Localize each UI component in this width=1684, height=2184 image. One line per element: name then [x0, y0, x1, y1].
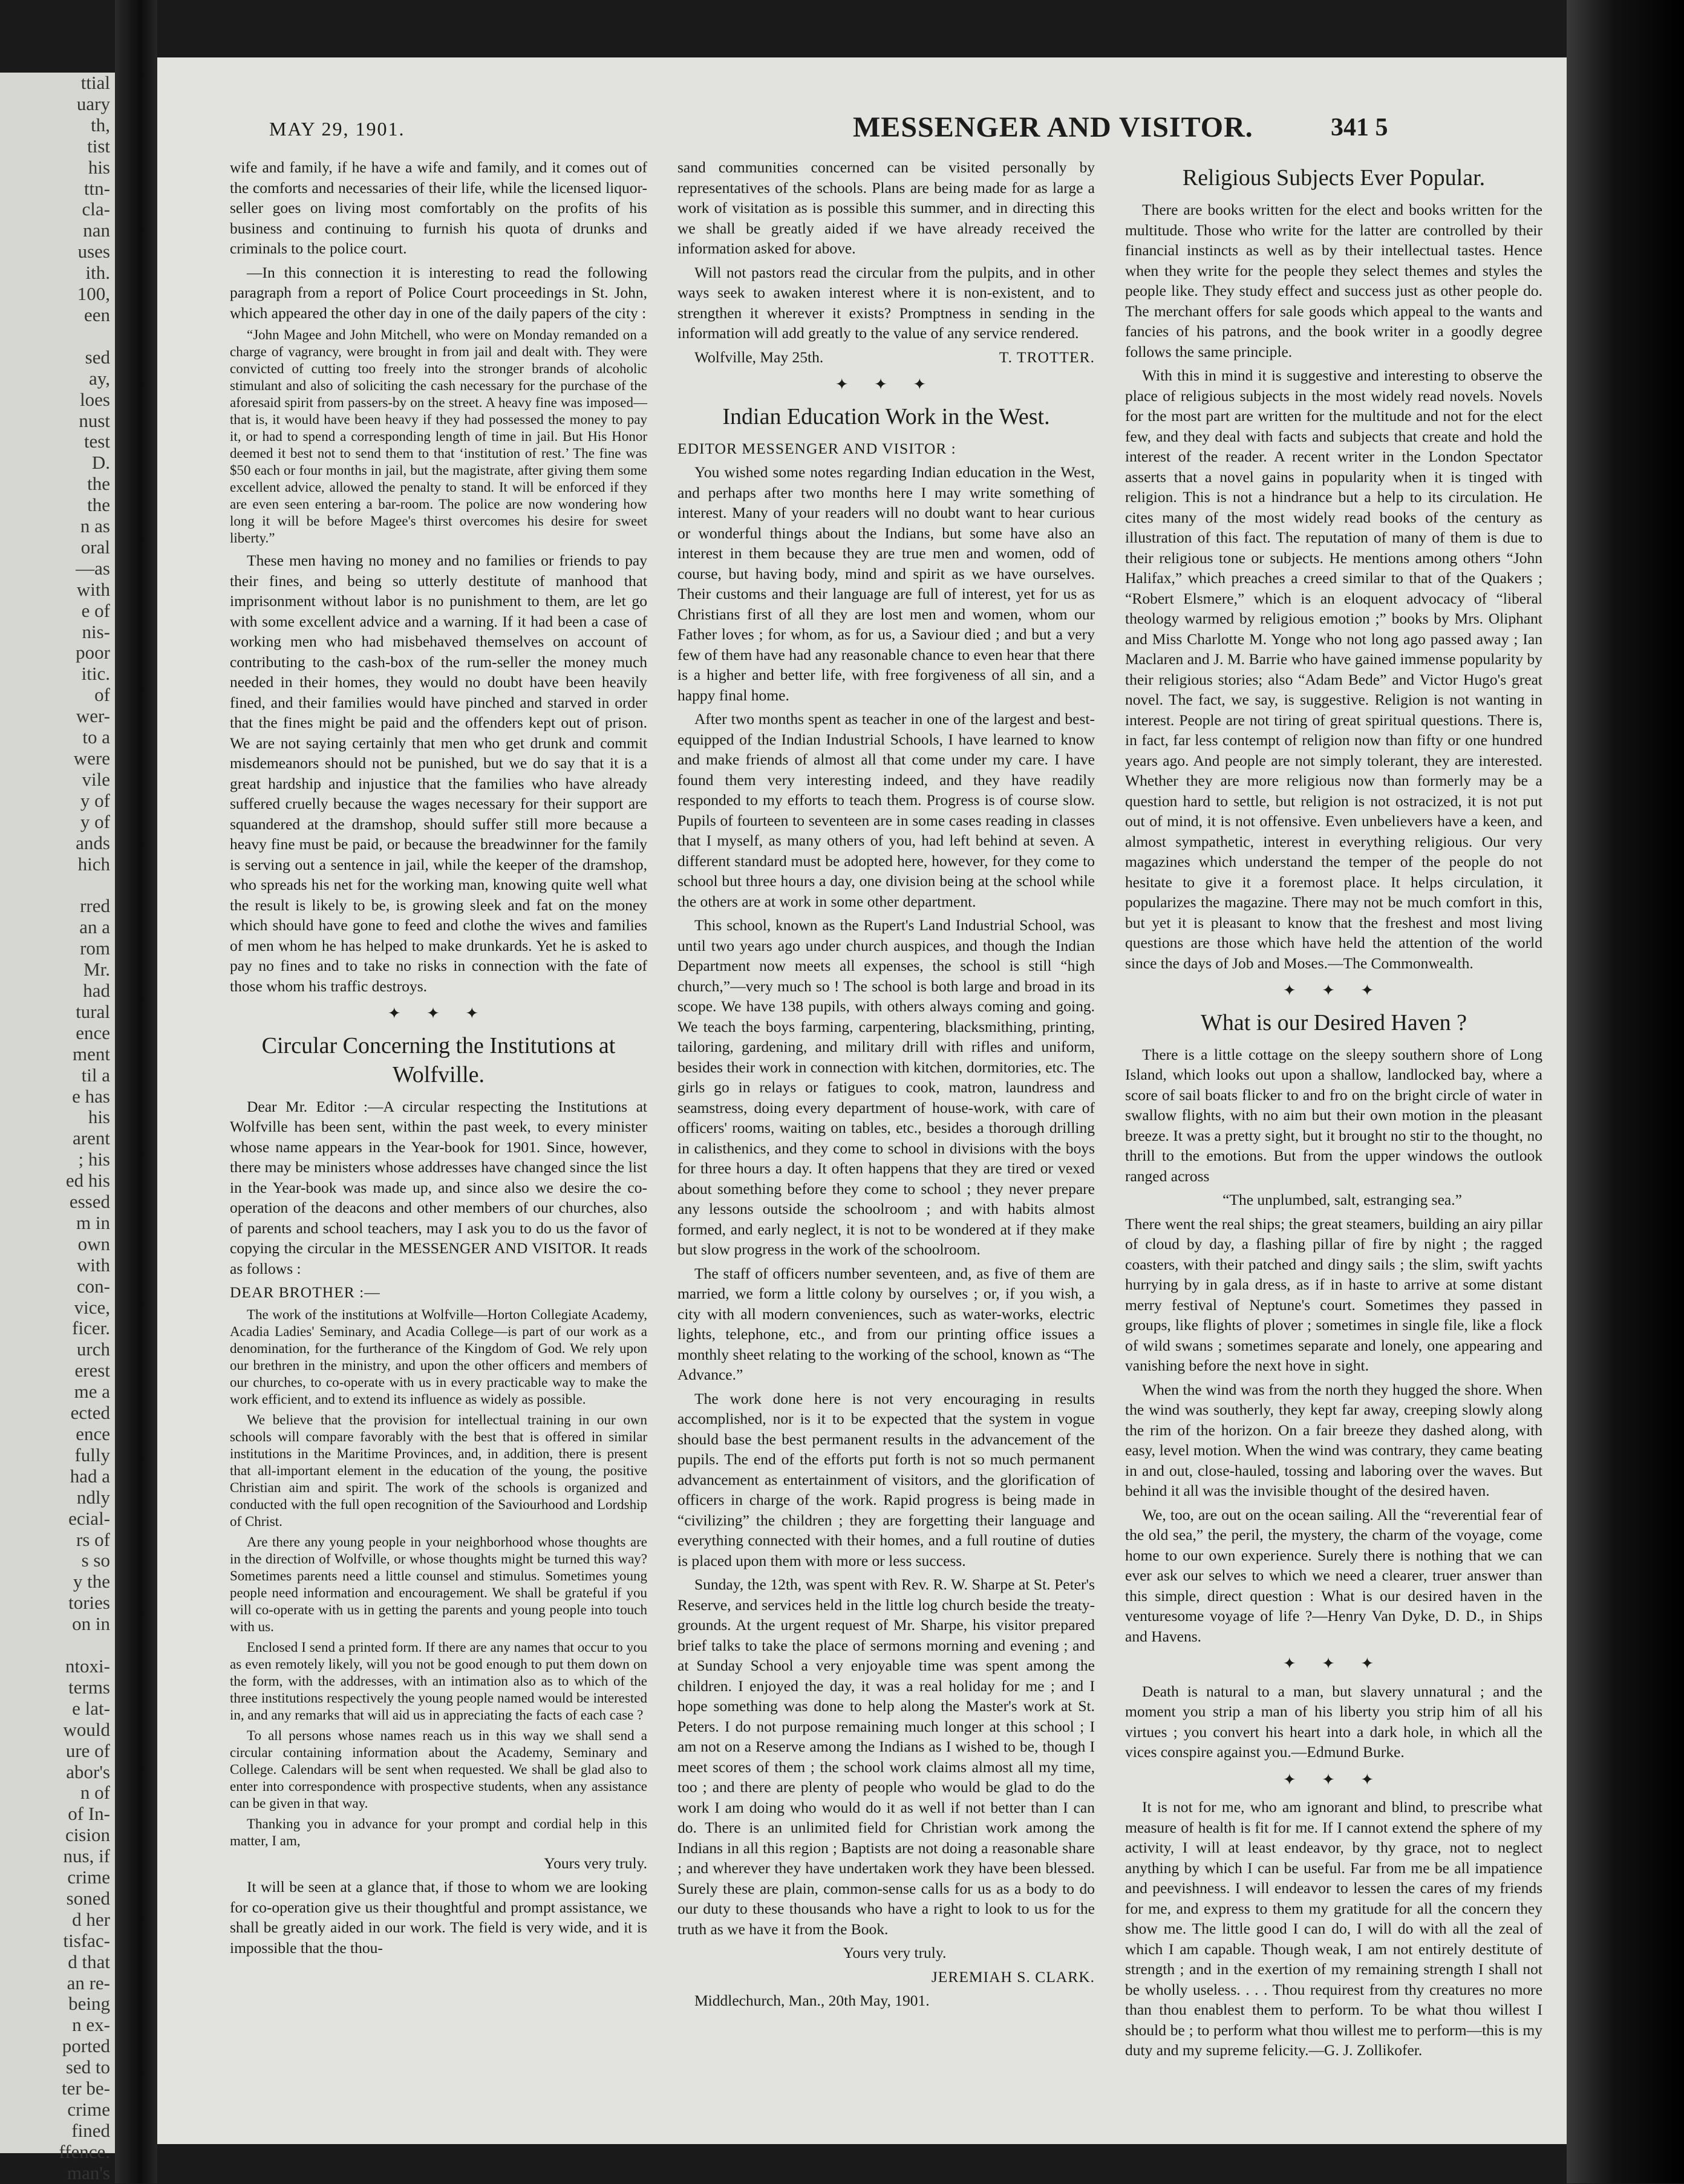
previous-page-fragment: with	[76, 1254, 110, 1276]
previous-page-fragment: ence	[76, 1423, 110, 1444]
circular-paragraph: Enclosed I send a printed form. If there are any names that occur to you as even remotely likely, will you not be good enough to put them down on the form, with the addresses, with an intimation also as to which of the three institutions respectively the young people named would be interested in, and any remarks that will aid us in appreciating the facts of each case ?	[230, 1639, 647, 1723]
previous-page-fragment: poor	[76, 642, 110, 663]
previous-page-fragment: wer-	[76, 705, 110, 727]
previous-page-fragment: ter be-	[61, 2078, 110, 2099]
previous-page-fragment: being	[68, 1993, 110, 2015]
column-2	[677, 157, 1095, 2015]
previous-page-fragment: tist	[87, 135, 110, 157]
previous-page-fragment: nis-	[82, 621, 110, 642]
previous-page-fragment: —as	[76, 557, 110, 579]
previous-page-fragment: n as	[80, 515, 110, 537]
book-gutter	[115, 0, 157, 2183]
previous-page-fragment: loes	[80, 388, 110, 410]
previous-page-fragment: me a	[74, 1381, 110, 1403]
previous-page-fragment: arent	[73, 1127, 110, 1149]
previous-page-fragment: ttn-	[83, 177, 110, 199]
article-heading: What is our Desired Haven ?	[1200, 1009, 1467, 1035]
previous-page-fragment: ndly	[76, 1486, 110, 1508]
paragraph: Will not pastors read the circular from the pulpits, and in other ways seek to awaken interest where it is non-existent, and to strengthen it wherever it exists? Promptness in sending in the information will add greatly to the value of any service rendered.	[677, 263, 1095, 342]
masthead-title: MESSENGER AND VISITOR.	[853, 111, 1253, 143]
circular-paragraph: Thanking you in advance for your prompt and cordial help in this matter, I am,	[230, 1816, 647, 1848]
previous-page-fragment: sed	[85, 346, 110, 368]
paragraph: It is not for me, who am ignorant and blind, to prescribe what measure of health is fit for me. If I cannot extend the sphere of my activity, I will at least endeavor, by thy grace, not to neglect anything by which I can be useful. Far from me be all impatience and peevishness. I will endeavor to lessen the cares of my friends for me, and express to them my gratitude for all the concern they show me. The little good I can do, I will do with all the zeal of which I am capable. Though weak, I am not entirely destitute of strength ; and in the exertion of my remaining strength I shall not be wholly useless. . . . Thou requirest from thy creatures no more than thou enablest them to perform. To be what thou willest I should be ; to perform what thou willest me to perform—this is my duty and my supreme felicity.—G. J. Zollikofer.	[1125, 1798, 1542, 2059]
previous-page-fragment: an re-	[67, 1972, 110, 1993]
previous-page-fragment	[0, 875, 115, 896]
column-3	[1125, 157, 1542, 2064]
previous-page-fragment: tisfac-	[63, 1929, 110, 1951]
paragraph: —In this connection it is interesting to read the following paragraph from a report of Police Court proceedings in St. John, which appeared the other day in one of the daily papers of the city :	[230, 263, 647, 322]
circular-paragraph: Are there any young people in your neighborhood whose thoughts are in the direction of Wolfville, or whose thoughts might be turned this way? Sometimes parents need a little counsel and stimulus. Sometimes young people need information and encouragement. We shall be grateful if you will co-operate with us in getting the parents and young people into touch with us.	[230, 1534, 647, 1634]
previous-page-fragment: e lat-	[72, 1697, 110, 1719]
previous-page-fragment: nust	[79, 409, 110, 431]
previous-page-fragment: ure of	[65, 1739, 110, 1761]
previous-page-fragment: crime	[67, 2099, 110, 2120]
salutation: DEAR BROTHER :—	[230, 1283, 380, 1301]
previous-page-fragment: terms	[68, 1676, 110, 1698]
previous-page-fragment: test	[83, 431, 110, 452]
previous-page-fragment: the	[87, 494, 110, 516]
paragraph: When the wind was from the north they hugged the shore. When the wind was southerly, they kept far away, creeping slowly along the rim of the horizon. On a fair breeze they dashed along, with easy, level motion. When the wind was contrary, they came beating in and out, close-hauled, tossing and laboring over the waves. But behind it all was the invisible thought of the desired haven.	[1125, 1380, 1542, 1499]
previous-page-fragment: the	[87, 473, 110, 495]
previous-page-fragment: of In-	[68, 1803, 110, 1825]
previous-page-fragment: ay,	[89, 367, 110, 389]
previous-page-fragment: rs of	[76, 1528, 110, 1550]
previous-page-fragment: cision	[65, 1824, 110, 1846]
previous-page-fragment: m in	[76, 1211, 110, 1233]
author-signature: JEREMIAH S. CLARK.	[931, 1967, 1095, 1986]
section-ornament: ✦ ✦ ✦	[835, 376, 938, 393]
previous-page-fragment	[0, 326, 115, 347]
previous-page-fragment: th,	[91, 114, 110, 135]
previous-page-fragment: soned	[66, 1887, 110, 1909]
previous-page-fragment: rom	[80, 937, 110, 959]
previous-page-fragment: had	[83, 979, 110, 1001]
previous-page-fragment: con-	[76, 1275, 110, 1297]
previous-page-fragment: ficer.	[72, 1317, 110, 1339]
previous-page-fragment: een	[83, 304, 110, 325]
paragraph: wife and family, if he have a wife and family, and it comes out of the comforts and necessaries of their life, while the licensed liquor-seller goes on living most comfortably on the profits of his business and continuing to furnish his quota of drunks and criminals to the police court.	[230, 158, 647, 257]
article-heading: Circular Concerning the Institutions at Wolfville.	[261, 1032, 616, 1087]
previous-page-fragment: sed to	[65, 2056, 110, 2078]
previous-page-fragment: had a	[70, 1465, 110, 1487]
paragraph: This school, known as the Rupert's Land Industrial School, was until two years ago under church auspices, and though the Indian Department now meets all expenses, the school is still “high church,”—very much so ! The school is both large and broad in its scope. We have 138 pupils, with others always coming and going. We teach the boys farming, carpentering, blacksmithing, printing, tailoring, gardening, and military drill with rifles and uniform, besides their work in connection with kitchen, dormitories, etc. The girls go in relays or fatigues to cook, matron, laundress and seamstress, doing every department of house-work, with care of officers' rooms, waiting on tables, etc., besides a thorough drilling in calisthenics, and they come to school in divisions with the boys for three hours a day. It often happens that they are tired or vexed about something before they come to school ; they never prepare any lessons outside the schoolroom ; and with habits almost formed, and early neglect, it is not to be wondered at if they make but slow progress in the work of the schoolroom.	[677, 916, 1095, 1258]
previous-page-fragment: cla-	[82, 198, 110, 220]
article-heading: Religious Subjects Ever Popular.	[1182, 165, 1486, 191]
previous-page-fragment: s so	[81, 1550, 110, 1571]
previous-page-fragment: fined	[71, 2119, 110, 2141]
previous-page-fragment: e of	[81, 599, 110, 621]
closing: Yours very truly.	[843, 1944, 947, 1961]
previous-page-margin	[0, 72, 115, 2183]
previous-page-fragment: his	[88, 156, 110, 178]
paragraph: There went the real ships; the great steamers, building an airy pillar of cloud by day, a flashing pillar of fire by night ; the ragged coasters, with their patched and dingy sails ; the slim, swift yachts hurrying by in gala dress, as if in haste to arrive at some distant merry festival of Neptune's court. Sometimes they passed in groups, like flights of plover ; sometimes in single file, like a flock of wild swans ; sometimes separate and lonely, one appearing and vanishing before the next hove in sight.	[1125, 1214, 1542, 1374]
previous-page-fragment: ence	[76, 1022, 110, 1043]
previous-page-fragment: y of	[80, 810, 110, 832]
previous-page-fragment: y of	[80, 789, 110, 811]
previous-page-fragment: oral	[80, 536, 110, 558]
paragraph: Sunday, the 12th, was spent with Rev. R. W. Sharpe at St. Peter's Reserve, and services held in the little log church beside the treaty-grounds. At the urgent request of Mr. Sharpe, his visitor prepared brief talks to take the place of sermons morning and evening ; and at Sunday School a very enjoyable time was spent among the children. I enjoyed the day, it was a real holiday for me ; and I hope something was done to help along the Master's work at St. Peters. I do not purpose remaining much longer at this school ; I am not on a Reserve among the Indians as I wished to be, though I meet scores of them ; the school work claims almost all my time, too ; and there are plenty of people who would be glad to do the work I am doing who would do it as well if not better than I can do. There is an unlimited field for Christian work among the Indians in all this region ; Baptists are not doing a reasonable share ; and wherever they have undertaken work they have been blessed. Surely these are plain, common-sense calls for us as a body to do our duty to these thousands who have a right to look to us for the truth as we have it from the Book.	[677, 1576, 1095, 1938]
previous-page-fragment: uary	[76, 93, 110, 114]
previous-page-fragment: itic.	[81, 663, 110, 685]
previous-page-fragment: crime	[67, 1866, 110, 1888]
paragraph: After two months spent as teacher in one of the largest and best-equipped of the Indian Industrial Schools, I have learned to know and make friends of almost all that come under my care. I have found them very interesting indeed, and they have readily responded to my efforts to teach them. Progress is of course slow. Pupils of fourteen to seventeen are in some cases reading in classes that I myself, as many others of you, had left behind at seven. A different standard must be adopted here, however, for they come to school but three hours a day, one division being at the school while the others are at work in some other department.	[677, 710, 1095, 910]
paragraph: The work done here is not very encouraging in results accomplished, nor is it to be expected that the system in vogue should base the best permanent results in the advancement of the pupils. The end of the efforts put forth is not so much permanent advancement as entertainment of visitors, and the glorification of officers in charge of the work. Rapid progress is being made in “civilizing” the children ; they are forgetting their language and everything connected with their homes, and a full routine of duties is placed upon them with more or less success.	[677, 1389, 1095, 1570]
previous-page-fragment: were	[73, 748, 110, 769]
previous-page-fragment: ed his	[65, 1170, 110, 1191]
paragraph: We, too, are out on the ocean sailing. All the “reverential fear of the old sea,” the peril, the mystery, the charm of the voyage, come home to our own experience. Surely there is nothing that we can ever ask our selves to which we need a clearer, truer answer than this simple, direct question : What is our desired haven in the venturesome voyage of life ?—Henry Van Dyke, D. D., in Ships and Havens.	[1125, 1505, 1542, 1645]
dark-scan-border	[1567, 0, 1684, 2183]
section-ornament: ✦ ✦ ✦	[1282, 982, 1385, 999]
previous-page-fragment: essed	[69, 1191, 110, 1213]
verse-quote: “The unplumbed, salt, estranging sea.”	[1222, 1191, 1462, 1208]
previous-page-fragment: tural	[76, 1000, 110, 1022]
previous-page-fragment: vile	[82, 768, 110, 790]
previous-page-fragment: D.	[91, 452, 110, 474]
section-ornament: ✦ ✦ ✦	[1282, 1770, 1385, 1788]
circular-paragraph: We believe that the provision for intellectual training in our own schools will compare favorably with the best that is offered in similar institutions in the Maritime Provinces, and, in addition, there is present that all-important element in the education of the young, the positive Christian aim and spirit. The work of the schools is organized and conducted with the full open recognition of the Saviourhood and Lordship of Christ.	[230, 1412, 647, 1529]
previous-page-fragment: ntoxi-	[65, 1655, 110, 1677]
previous-page-fragment: ecial-	[68, 1507, 110, 1529]
issue-date: MAY 29, 1901.	[269, 118, 405, 140]
previous-page-fragment: y the	[73, 1571, 110, 1592]
previous-page-fragment: til a	[81, 1064, 110, 1086]
page-number: 341 5	[1331, 114, 1388, 142]
editor-salutation: EDITOR MESSENGER AND VISITOR :	[677, 439, 956, 457]
previous-page-fragment: ected	[70, 1402, 110, 1424]
paragraph: Dear Mr. Editor :—A circular respecting the Institutions at Wolfville has been sent, within the past week, to every minister whose name appears in the Year-book for 1901. Since, however, there may be ministers whose addresses have changed since the list in the Year-book was made up, and since also we desire the co-operation of the deacons and other members of our churches, also of parents and school teachers, may I ask you to do us the favor of copying the circular in the MESSENGER AND VISITOR. It reads as follows :	[230, 1097, 647, 1277]
paragraph: There are books written for the elect and books written for the multitude. Those who write for the latter are controlled by their financial instincts as well as by their intellectual tastes. Hence when they write for the people they select themes and styles the people like. They study effect and success just as other people do. The merchant offers for sale goods which appeal to the wants and fancies of his patrons, and the book writer in a goodly degree follows the same principle.	[1125, 201, 1542, 360]
newspaper-page	[157, 57, 1567, 2144]
author-signature: T. TROTTER.	[999, 348, 1095, 366]
previous-page-fragment	[0, 1635, 115, 1656]
previous-page-fragment: 100,	[77, 283, 110, 305]
previous-page-fragment: own	[77, 1233, 110, 1254]
section-ornament: ✦ ✦ ✦	[387, 1005, 490, 1022]
article-heading: Indian Education Work in the West.	[722, 403, 1050, 429]
previous-page-fragment: tories	[68, 1592, 110, 1614]
previous-page-fragment: of	[94, 684, 110, 706]
dateline	[677, 347, 1095, 368]
previous-page-fragment: an a	[79, 916, 110, 938]
previous-page-fragment: ands	[76, 832, 110, 853]
previous-page-fragment: ttial	[80, 72, 110, 93]
previous-page-fragment: d her	[72, 1908, 110, 1930]
circular-paragraph: To all persons whose names reach us in this way we shall send a circular containing information about the Academy, Seminary and College. Calendars will be sent when requested. We shall be glad also to enter into correspondence with prospective students, when any assistance can be given in that way.	[230, 1727, 647, 1811]
dateline-text: Wolfville, May 25th.	[694, 348, 824, 366]
paragraph: These men having no money and no families or friends to pay their fines, and being so utterly destitute of manhood that imprisonment without labor is no punishment to them, are let go with some excellent advice and a warning. If it had been a case of working men who had misbehaved themselves on account of contributing to the cash-box of the rum-seller the money much needed in their homes, they would no doubt have been heavily fined, and their families would have pinched and starved in order that the fines might be paid and the offenders kept out of prison. We are not saying certainly that men who get drunk and commit misdemeanors should not be punished, but we do say that it is a great hardship and injustice that the families who have already suffered cruelly because the wages necessary for their support are squandered at the dramshop, should suffer still more because a heavy fine must be paid, or because the breadwinner for the family is serving out a sentence in jail, while the keeper of the dramshop, who spreads his net for the working man, knowing quite well what the result is likely to be, is growing sleek and fat on the money which should have gone to feed and clothe the wives and families of men whom he has helped to make drunkards. Yet he is asked to pay no fines and to take no risks in connection with the fate of those whom his traffic destroys.	[230, 552, 647, 995]
paragraph: With this in mind it is suggestive and interesting to observe the place of religious subjects in the most widely read novels. Novels for the most part are written for the multitude and not for the elect few, and they deal with facts and subjects that create and hold the interest of the reader. A recent writer in the London Spectator asserts that a novel gains in popularity when it is tinged with religion. This is not a hindrance but a help to its circulation. He cites many of the most widely read books of the century as illustration of this fact. The reputation of many of them is due to their religious tone or subjects. He mentions among others “John Halifax,” which preaches a creed similar to that of the Quakers ; “Robert Elsmere,” which is an eloquent advocacy of “liberal theology warmed by religious emotion ;” books by Mrs. Oliphant and Miss Charlotte M. Yonge who not long ago passed away ; Ian Maclaren and J. M. Barrie who have gained immense popularity by their religious stories; also “Adam Bede” and Victor Hugo's great novel. The fact, we say, is suggestive. Religion is not wanting in interest. People are not tiring of great spiritual questions. There is, in fact, far less contempt of religion now than fifty or one hundred years ago. And people are not simply tolerant, they are interested. Whether they are more religious now than formerly may be a question hard to settle, but religion is not ostracized, it is not put out of mind, it is not offensive. Even unbelievers have a keen, and almost sympathetic, interest in everything religious. Our very magazines which understand the temper of the people do not hesitate to give it a foremost place. It helps circulation, it popularizes the magazine. There may not be much comfort in this, but yet it is pleasant to know that the freshest and most living questions are those which have held the attention of the world since the days of Job and Moses.—The Commonwealth.	[1125, 367, 1542, 972]
previous-page-fragment: rred	[80, 895, 110, 917]
paragraph: Death is natural to a man, but slavery unnatural ; and the moment you strip a man of his liberty you strip him of all his virtues ; you convert his heart into a dark hole, in which all the vices conspire against you.—Edmund Burke.	[1125, 1682, 1542, 1761]
quoted-report: “John Magee and John Mitchell, who were on Monday remanded on a charge of vagrancy, were brought in from jail and dealt with. They were convicted of cutting too freely into the stronger brands of alcoholic stimulant and also of soliciting the cash necessary for the purchase of the aforesaid spirit from passers-by on the street. A heavy fine was imposed—that is, it would have been heavy if they had possessed the money to pay it, or had to spend a corresponding length of time in jail. But His Honor deemed it best not to send them to that ‘institution of rest.’ The fine was $50 each or four months in jail, but the magistrate, after giving them some excellent advice, allowed the penalty to stand. It will be enforced if they are even seen entering a bar-room. The police are now wondering how long it will be before Magee's thirst overcomes his desire for sweet liberty.”	[230, 327, 647, 546]
previous-page-fragment: hich	[77, 853, 110, 875]
previous-page-fragment: e has	[72, 1085, 110, 1107]
previous-page-fragment: ported	[62, 2035, 110, 2057]
previous-page-fragment: man's	[67, 2162, 110, 2183]
paragraph: There is a little cottage on the sleepy southern shore of Long Island, which looks out upon a shallow, landlocked bay, where a score of sail boats flicker to and fro on the bright circle of water in swallow flights, with no aim but their own motion in the pleasant breeze. It was a pretty sight, but it brought no stir to the thought, no thrill to the emotions. But from the upper windows the outlook ranged across	[1125, 1045, 1542, 1185]
previous-page-fragment: would	[63, 1718, 110, 1740]
previous-page-fragment: his	[88, 1106, 110, 1128]
previous-page-fragment: ; his	[78, 1149, 110, 1170]
section-ornament: ✦ ✦ ✦	[1282, 1655, 1385, 1672]
paragraph: sand communities concerned can be visited personally by representatives of the schools. Plans are being made for as large a work of visitation as is possible this summer, and in directing this we shall be greatly aided if we have already received the information asked for above.	[677, 158, 1095, 257]
previous-page-fragment: fully	[74, 1444, 110, 1465]
dateline: Middlechurch, Man., 20th May, 1901.	[694, 1992, 930, 2009]
column-1	[230, 157, 647, 1961]
circular-paragraph: The work of the institutions at Wolfville—Horton Collegiate Academy, Acadia Ladies' Seminary, and Acadia College—is part of our work as a denomination, for the furtherance of the Kingdom of God. We rely upon our brethren in the ministry, and upon the other officers and members of our churches, to co-operate with us in every practicable way to make the work efficient, and to extend its influence as widely as possible.	[230, 1306, 647, 1407]
previous-page-fragment: ment	[73, 1043, 110, 1064]
previous-page-fragment: n of	[80, 1782, 110, 1804]
paragraph: It will be seen at a glance that, if those to whom we are looking for co-operation give us their thoughtful and prompt assistance, we shall be greatly aided in our work. The field is very wide, and it is impossible that the thou-	[230, 1878, 647, 1957]
previous-page-fragment: n ex-	[72, 2014, 110, 2036]
closing: Yours very truly.	[544, 1854, 647, 1872]
previous-page-fragment: vice,	[74, 1296, 110, 1318]
previous-page-fragment: Mr.	[83, 959, 110, 980]
previous-page-fragment: uses	[77, 241, 110, 262]
previous-page-fragment: nan	[83, 220, 110, 241]
previous-page-fragment: ith.	[85, 262, 110, 284]
paragraph: The staff of officers number seventeen, and, as five of them are married, we form a little colony by ourselves ; or, if you wish, a city with all modern conveniences, such as water-works, electric lights, telephone, etc., and from our printing office issues a monthly sheet relating to the working of the school, known as “The Advance.”	[677, 1264, 1095, 1383]
previous-page-fragment: on in	[72, 1613, 110, 1635]
previous-page-fragment: erest	[74, 1360, 110, 1381]
previous-page-fragment: nus, if	[63, 1845, 110, 1867]
previous-page-fragment: abor's	[66, 1761, 110, 1782]
previous-page-fragment: d that	[68, 1951, 110, 1972]
previous-page-fragment: with	[76, 578, 110, 600]
paragraph: You wished some notes regarding Indian education in the West, and perhaps after two months here I may write something of interest. Many of your readers will no doubt want to hear curious or wonderful things about the Indians, but some have also an interest in them because they are true men and women, odd of course, but having body, mind and spirit as we have ourselves. Their customs and their language are full of interest, yet for us as Christians first of all they are lost men and women, whom our Father loves ; for whom, as for us, a Saviour died ; and but a very few of them have had any reasonable chance to even hear that there is a higher and better life, with free forgiveness of all sin, and a happy final home.	[677, 463, 1095, 704]
previous-page-fragment: urch	[76, 1338, 110, 1360]
previous-page-fragment: to a	[82, 726, 110, 748]
previous-page-fragment: ffence.	[59, 2140, 110, 2162]
